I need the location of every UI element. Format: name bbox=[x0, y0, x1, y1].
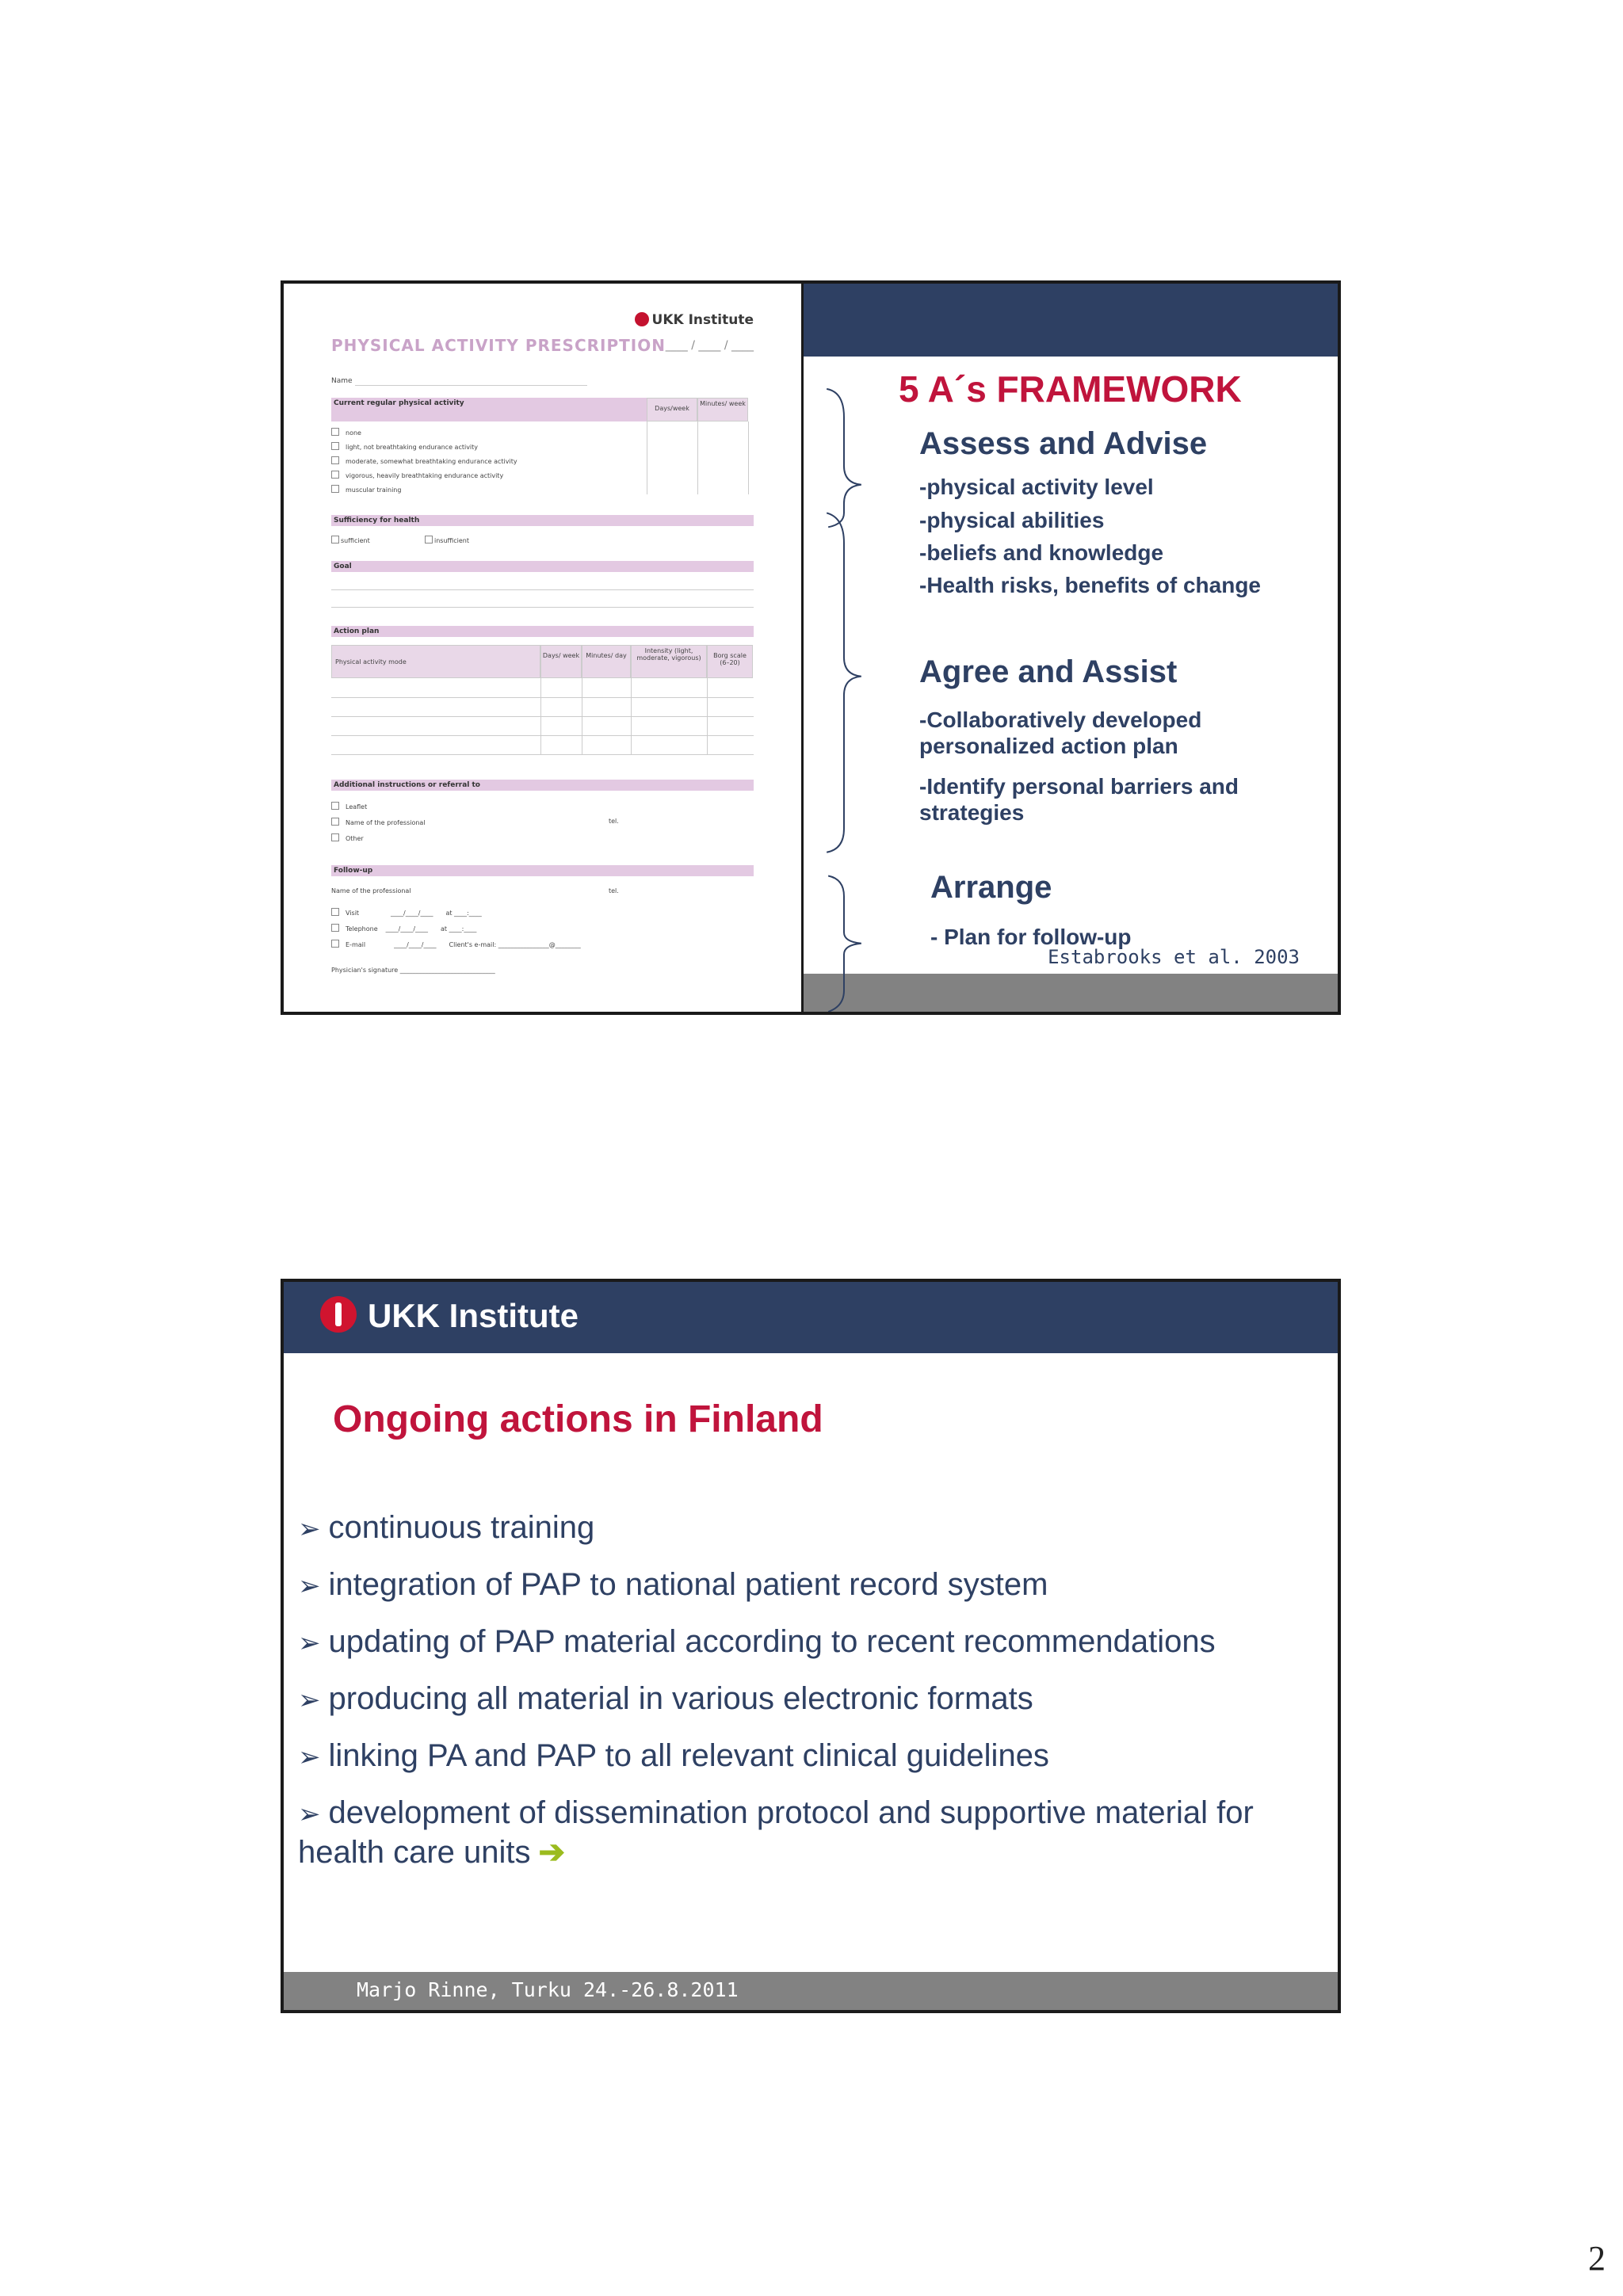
form-additional-label: Name of the professional bbox=[346, 819, 426, 826]
form-option-row bbox=[331, 442, 478, 451]
form-grid-line bbox=[707, 678, 708, 754]
form-followup-at: at bbox=[445, 910, 453, 917]
checkbox-icon bbox=[331, 924, 339, 932]
form-option-row bbox=[331, 485, 401, 494]
agree-point: -Identify personal barriers and strategies bbox=[919, 774, 1239, 825]
bullet-text: continuous training bbox=[328, 1510, 595, 1545]
ukk-logo bbox=[320, 1296, 579, 1335]
bullet-text: development of dissemination protocol and supportive material for health care units bbox=[298, 1795, 1254, 1870]
checkbox-icon bbox=[331, 940, 339, 948]
form-grid-line bbox=[748, 421, 749, 494]
agree-heading: Agree and Assist bbox=[919, 654, 1178, 689]
assess-point: -physical activity level bbox=[919, 475, 1154, 499]
arrange-point: - Plan for follow-up bbox=[930, 925, 1132, 949]
curly-brace-icon bbox=[795, 284, 890, 1012]
form-sufficiency-row bbox=[425, 536, 469, 544]
slide-5as-framework bbox=[281, 280, 1341, 1015]
bullet-arrow-icon: ➢ bbox=[298, 1798, 321, 1830]
assess-point: -Health risks, benefits of change bbox=[919, 573, 1261, 597]
form-grid-line bbox=[697, 421, 698, 494]
form-action-line bbox=[331, 716, 754, 717]
form-additional-row bbox=[331, 802, 367, 810]
checkbox-icon bbox=[331, 802, 339, 810]
bullet-text: producing all material in various electronic formats bbox=[328, 1681, 1033, 1716]
form-option-row bbox=[331, 456, 517, 465]
page-number: 2 bbox=[1588, 2239, 1606, 2278]
checkbox-icon bbox=[331, 818, 339, 826]
list-item bbox=[298, 1566, 1290, 1605]
list-item bbox=[298, 1680, 1290, 1719]
list-item bbox=[298, 1737, 1290, 1776]
form-name-line bbox=[355, 385, 587, 386]
form-option-row bbox=[331, 471, 503, 479]
form-followup-label: Telephone bbox=[346, 925, 378, 933]
form-followup-row: E-mail ____/____/____ Client's e-mail: ________________@________ bbox=[331, 940, 581, 948]
prescription-form-image bbox=[284, 284, 804, 1012]
checkbox-icon bbox=[425, 536, 433, 543]
checkbox-icon bbox=[331, 471, 339, 479]
form-insufficient-label: insufficient bbox=[434, 537, 470, 544]
form-followup-email: Client's e-mail: bbox=[449, 941, 497, 948]
form-col-ap-days: Days/ week bbox=[540, 645, 582, 678]
assess-point: -physical abilities bbox=[919, 508, 1105, 532]
form-additional-tel: tel. bbox=[609, 818, 619, 825]
form-option-label: light, not breathtaking endurance activity bbox=[346, 444, 479, 451]
bullet-text: linking PA and PAP to all relevant clinical guidelines bbox=[328, 1738, 1049, 1773]
form-signature-label: Physician's signature bbox=[331, 967, 399, 974]
checkbox-icon bbox=[331, 908, 339, 916]
form-grid-line bbox=[540, 678, 541, 754]
form-col-days: Days/week bbox=[647, 398, 697, 421]
form-option-label: none bbox=[346, 429, 361, 437]
form-followup-label: Visit bbox=[346, 910, 360, 917]
form-option-label: muscular training bbox=[346, 486, 402, 494]
framework-title: 5 A´s FRAMEWORK bbox=[899, 368, 1242, 410]
checkbox-icon bbox=[331, 536, 339, 543]
checkbox-icon bbox=[331, 456, 339, 464]
form-followup-label: E-mail bbox=[346, 941, 366, 948]
agree-point: -Collaboratively developed personalized action plan bbox=[919, 707, 1202, 758]
form-action-line bbox=[331, 697, 754, 698]
form-option-row bbox=[331, 428, 361, 437]
form-followup-header: Follow-up bbox=[331, 865, 754, 876]
citation: Estabrooks et al. 2003 bbox=[1048, 946, 1300, 968]
form-followup-name: Name of the professional bbox=[331, 887, 411, 894]
list-item bbox=[298, 1623, 1290, 1662]
bullet-arrow-icon: ➢ bbox=[298, 1684, 321, 1716]
arrange-heading: Arrange bbox=[930, 870, 1052, 905]
slide-ongoing-actions bbox=[281, 1279, 1341, 2013]
form-option-label: vigorous, heavily breathtaking endurance activity bbox=[346, 472, 504, 479]
form-goal-line bbox=[331, 607, 754, 608]
checkbox-icon bbox=[331, 428, 339, 436]
bullet-list bbox=[298, 1508, 1290, 1889]
checkbox-icon bbox=[331, 833, 339, 841]
form-col-intensity: Intensity (light, moderate, vigorous) bbox=[631, 645, 707, 678]
form-followup-row: Telephone ____/____/____ at ____:____ bbox=[331, 924, 476, 933]
form-goal-line bbox=[331, 589, 754, 590]
form-option-label: moderate, somewhat breathtaking endurance activity bbox=[346, 458, 517, 465]
form-followup-row: Visit ____/____/____ at ____:____ bbox=[331, 908, 482, 917]
form-additional-label: Leaflet bbox=[346, 803, 368, 810]
form-title: PHYSICAL ACTIVITY PRESCRIPTION bbox=[331, 336, 666, 355]
form-followup-tel: tel. bbox=[609, 887, 619, 894]
form-logo-text: UKK Institute bbox=[651, 312, 754, 328]
form-additional-row bbox=[331, 818, 426, 826]
form-followup-at: at bbox=[441, 925, 448, 933]
continue-arrow-icon: ➔ bbox=[538, 1835, 566, 1870]
bullet-arrow-icon: ➢ bbox=[298, 1741, 321, 1773]
form-additional-label: Other bbox=[346, 835, 364, 842]
bullet-arrow-icon: ➢ bbox=[298, 1627, 321, 1659]
form-signature: Physician's signature ______________________________ bbox=[331, 967, 495, 974]
form-additional-header: Additional instructions or referral to bbox=[331, 780, 754, 791]
form-logo bbox=[635, 312, 754, 328]
form-current-header: Current regular physical activity bbox=[331, 398, 692, 421]
list-item bbox=[298, 1794, 1290, 1871]
slide-footer bbox=[284, 1972, 1338, 2010]
form-col-mode: Physical activity mode bbox=[331, 645, 540, 678]
form-sufficient-label: sufficient bbox=[341, 537, 370, 544]
assess-point: -beliefs and knowledge bbox=[919, 540, 1164, 565]
ukk-logo-text: UKK Institute bbox=[368, 1297, 579, 1334]
form-col-ap-minutes: Minutes/ day bbox=[582, 645, 631, 678]
form-col-borg: Borg scale (6–20) bbox=[707, 645, 753, 678]
checkbox-icon bbox=[331, 442, 339, 450]
checkbox-icon bbox=[331, 485, 339, 493]
form-grid-line bbox=[631, 678, 632, 754]
bullet-arrow-icon: ➢ bbox=[298, 1513, 321, 1545]
form-date: ____ / ____ / ____ bbox=[665, 339, 754, 352]
ukk-logo-icon bbox=[320, 1296, 357, 1333]
ukk-logo-icon bbox=[635, 312, 649, 326]
form-col-minutes: Minutes/ week bbox=[697, 398, 748, 421]
assess-heading: Assess and Advise bbox=[919, 426, 1208, 461]
form-sufficiency-row bbox=[331, 536, 370, 544]
form-sufficiency-header: Sufficiency for health bbox=[331, 515, 754, 526]
form-action-line bbox=[331, 735, 754, 736]
form-action-line bbox=[331, 754, 754, 755]
form-name-label: Name bbox=[331, 377, 353, 385]
list-item bbox=[298, 1508, 1290, 1548]
form-goal-header: Goal bbox=[331, 561, 754, 572]
slide-title: Ongoing actions in Finland bbox=[333, 1398, 823, 1440]
footer-text: Marjo Rinne, Turku 24.-26.8.2011 bbox=[357, 1978, 739, 2001]
bullet-arrow-icon: ➢ bbox=[298, 1570, 321, 1602]
form-additional-row bbox=[331, 833, 364, 842]
bullet-text: updating of PAP material according to recent recommendations bbox=[328, 1624, 1216, 1659]
form-action-header: Action plan bbox=[331, 626, 754, 637]
slide-top-bar bbox=[284, 1282, 1338, 1353]
bullet-text: integration of PAP to national patient record system bbox=[328, 1567, 1048, 1602]
